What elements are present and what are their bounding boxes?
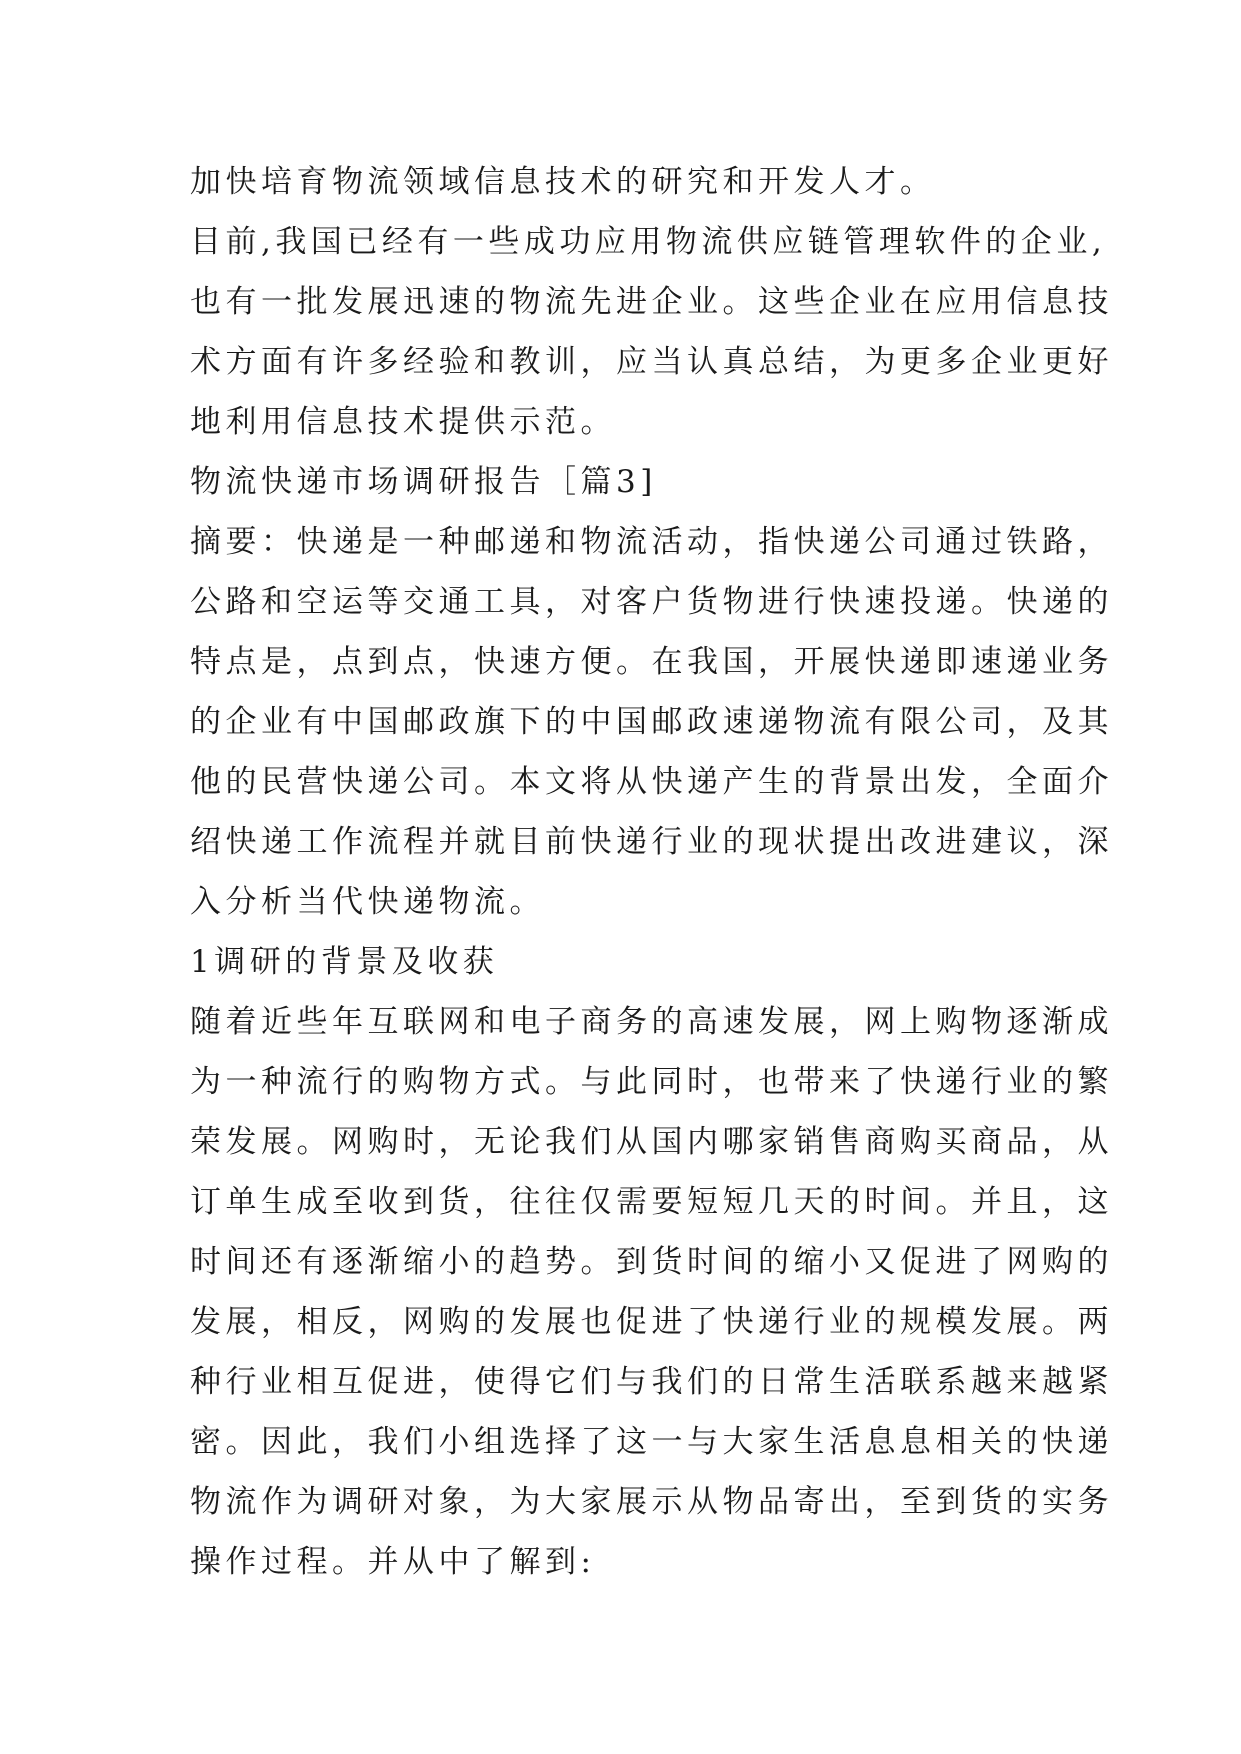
text-line: 绍快递工作流程并就目前快递行业的现状提出改进建议，深 xyxy=(190,824,1113,860)
text-line: 密。因此，我们小组选择了这一与大家生活息息相关的快递 xyxy=(190,1424,1113,1460)
text-line: 随着近些年互联网和电子商务的高速发展，网上购物逐渐成 xyxy=(190,1004,1113,1040)
section-heading: 物流快递市场调研报告［篇3] xyxy=(190,464,657,500)
text-line: 订单生成至收到货，往往仅需要短短几天的时间。并且，这 xyxy=(190,1184,1113,1220)
text-line: 公路和空运等交通工具，对客户货物进行快速投递。快递的 xyxy=(190,584,1113,620)
section-heading: 1调研的背景及收获 xyxy=(190,944,499,980)
text-line: 操作过程。并从中了解到: xyxy=(190,1544,596,1580)
text-line: 发展，相反，网购的发展也促进了快递行业的规模发展。两 xyxy=(190,1304,1113,1340)
document-body xyxy=(190,152,1113,1592)
text-line: 地利用信息技术提供示范。 xyxy=(190,404,616,440)
text-line: 摘要：快递是一种邮递和物流活动，指快递公司通过铁路， xyxy=(190,524,1113,560)
text-line: 时间还有逐渐缩小的趋势。到货时间的缩小又促进了网购的 xyxy=(190,1244,1113,1280)
text-line: 特点是，点到点，快速方便。在我国，开展快递即速递业务 xyxy=(190,644,1113,680)
text-line: 术方面有许多经验和教训，应当认真总结，为更多企业更好 xyxy=(190,344,1113,380)
text-line: 物流作为调研对象，为大家展示从物品寄出，至到货的实务 xyxy=(190,1484,1113,1520)
text-line: 的企业有中国邮政旗下的中国邮政速递物流有限公司，及其 xyxy=(190,704,1113,740)
text-line: 入分析当代快递物流。 xyxy=(190,884,545,920)
text-line: 荣发展。网购时，无论我们从国内哪家销售商购买商品，从 xyxy=(190,1124,1113,1160)
text-line: 加快培育物流领域信息技术的研究和开发人才。 xyxy=(190,164,936,200)
text-line: 也有一批发展迅速的物流先进企业。这些企业在应用信息技 xyxy=(190,284,1113,320)
text-line: 为一种流行的购物方式。与此同时，也带来了快递行业的繁 xyxy=(190,1064,1113,1100)
text-line: 他的民营快递公司。本文将从快递产生的背景出发，全面介 xyxy=(190,764,1113,800)
text-line: 目前,我国已经有一些成功应用物流供应链管理软件的企业, xyxy=(190,224,1107,260)
text-line: 种行业相互促进，使得它们与我们的日常生活联系越来越紧 xyxy=(190,1364,1113,1400)
